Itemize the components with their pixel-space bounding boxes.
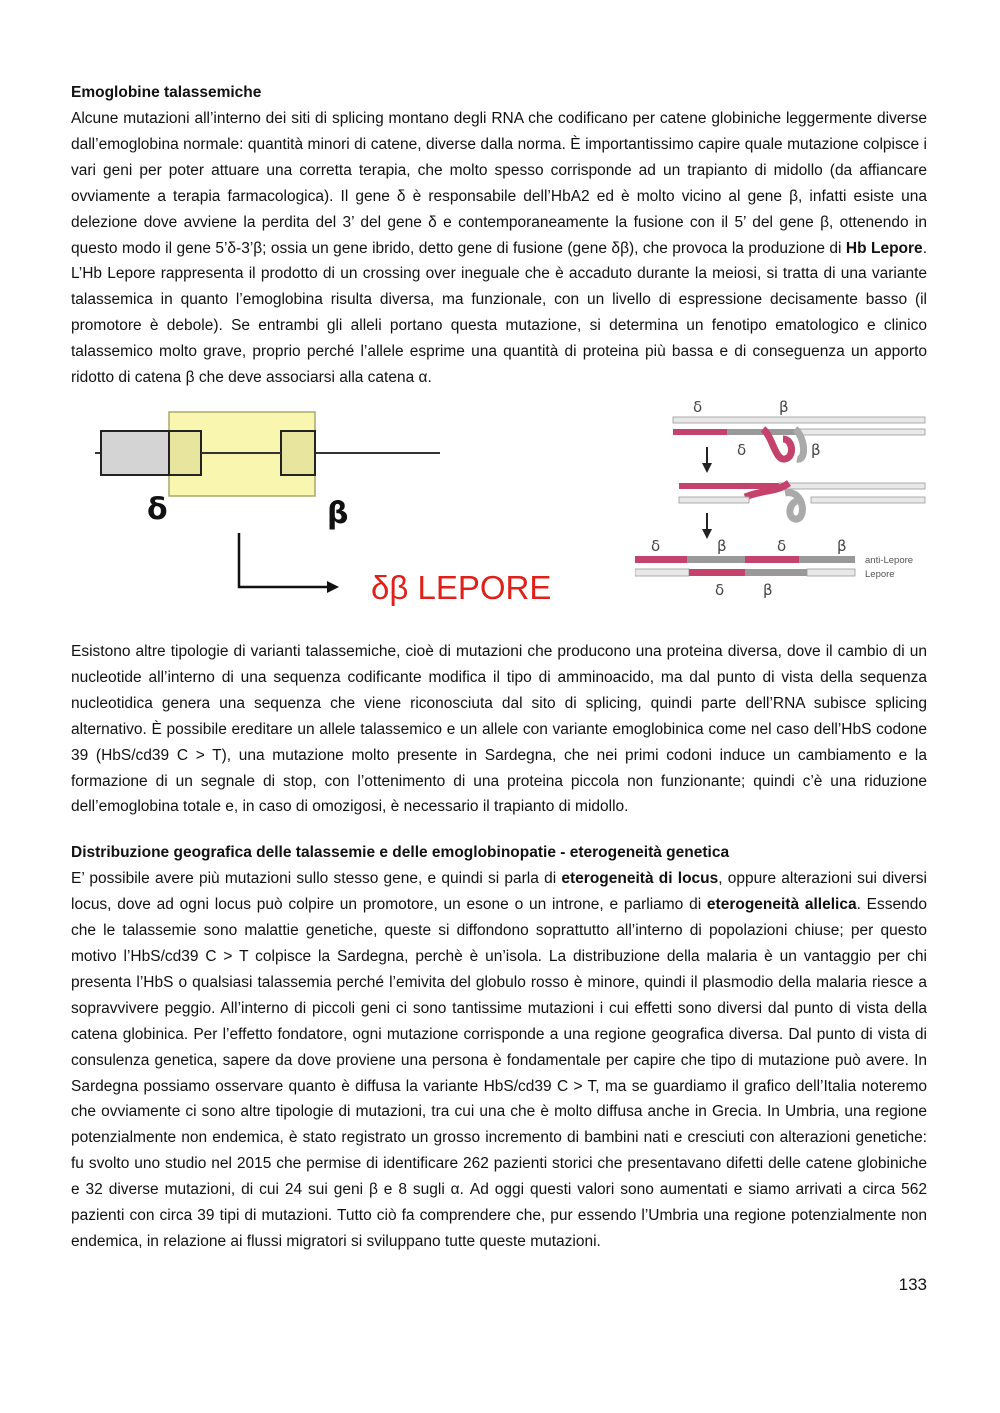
page-number: 133 [898,1275,927,1294]
strand-top-2b [779,483,925,489]
figure-lepore-fusion [95,401,615,611]
bold-term-locus: eterogeneità di locus [561,870,719,888]
lepore-label: δβ LEPORE [371,568,552,606]
figure-crossing-over [635,397,935,612]
label-row4-delta: δ [715,580,725,599]
text-run: Alcune mutazioni all’interno dei siti di splicing montano degli RNA che codificano per catene globiniche leggermente diverse dall’emoglobina normale: quantità minori di catene, diverse dalla norma. È importantissimo capire quale mutazione colpisce i vari geni per poter attuare una corretta terapia, che molto spesso corrisponde ad un trapianto di midollo (da affiancare ovviamente a terapia farmacologica). Il gene δ è responsabile dell’HbA2 ed è molto vicino al gene β, infatti esiste una delezione dove avviene la perdita del 3’ del gene δ e contemporaneamente la fusione con il 5’ del gene β, ottenendo in questo modo il gene 5’δ-3’β; ossia un gene ibrido, detto gene di fusione (gene δβ), che provoca la produzione di [71,110,927,257]
strand-delta [673,429,727,435]
arrow-line [239,533,331,587]
bold-term-allelica: eterogeneità allelica [706,896,857,914]
label-beta-top: β [779,397,789,416]
arrow-head-2 [702,529,712,539]
strand-bottom-2b [811,497,925,503]
anti-lepore-d2 [745,556,799,563]
label-delta-top: δ [693,397,703,416]
strand-top-2 [679,483,779,489]
strand-tail [799,429,925,435]
document-page [71,80,927,1255]
label-row4-beta: β [763,580,773,599]
lepore-d [689,569,745,576]
label-row3-beta-1: β [717,536,727,555]
text-run: . L’Hb Lepore rappresenta il prodotto di un crossing over ineguale che è accaduto durante la meiosi, si tratta di una variante talassemica in quanto l’emoglobina risulta diversa, ma funzionale, con un livello di espressione decisamente basso (il promotore è debole). Se entrambi gli alleli portano questa mutazione, si determina un fenotipo ematologico e clinico talassemico molto grave, proprio perché l’allele esprime una quantità di proteina più bassa e di conseguenza un apporto ridotto di catena β che deve associarsi alla catena α. [71,239,927,387]
label-beta-loop: β [811,440,821,459]
text-run: . Essendo che le talassemie sono malattie genetiche, queste si diffondono soprattutto all’interno di popolazioni chiuse; per questo motivo l’HbS/cd39 C > T colpisce la Sardegna, perchè è un’isola. La distribuzione della malaria è un vantaggio per chi presenta l’HbS o qualsiasi talassemia perché l’emivita del globulo rosso è minore, quindi il plasmodio della malaria riesce a sopravvivere peggio. All’interno di piccoli geni ci sono tantissime mutazioni i cui effetti sono diversi dal punto di vista della catena globinica. Per l’effetto fondatore, ogni mutazione corrisponde a una regione geografica diversa. Dal punto di vista di consulenza genetica, sapere da dove proviene una persona è fondamentale per capire che tipo di mutazione può avere. In Sardegna possiamo osservare quanto è diffusa la variante HbS/cd39 C > T, ma se guardiamo il grafico dell’Italia noteremo che ovviamente ci sono altre tipologie di mutazioni, tra cui una che è molto diffusa anche in Grecia. In Umbria, una regione potenzialmente non endemica, è stato registrato un grosso incremento di bambini nati e cresciuti con alterazioni genetiche: fu svolto uno studio nel 2015 che permise di identificare 262 pazienti storici che presentavano difetti delle catene globiniche e 32 diverse mutazioni, di cui 24 sui geni β e 8 sugli α. Ad oggi questi valori sono aumentati e siamo arrivati a circa 562 pazienti con circa 39 tipi di mutazioni. Tutto ciò fa comprendere che, pur essendo l’Umbria una regione potenzialmente non endemica, in relazione ai flussi migratori si sviluppano tutte queste mutazioni. [71,896,927,1250]
delta-label: δ [147,491,168,527]
arrow-head [327,581,339,593]
label-row3-beta-2: β [837,536,847,555]
anti-lepore-d1 [635,556,687,563]
paragraph-varianti: Esistono altre tipologie di varianti talassemiche, cioè di mutazioni che producono una proteina diversa, dove il cambio di un nucleotide all’interno di una sequenza codificante modifica il tipo di amminoacido, ma dal punto di vista della sequenza nucleotidica genera una sequenza che viene riconosciuta dal sito di splicing, quindi parte dell’RNA subisce splicing alternativo. È possibile ereditare un allele talassemico e un allele con variante emoglobinica come nel caso dell’HbS codone 39 (HbS/cd39 C > T), una mutazione molto presente in Sardegna, che nei primi codoni induce un cambiamento e la formazione di un segnale di stop, con l’ottenimento di una proteina piccola non funzionante; quindi c’è una riduzione dell’emoglobina totale e, in caso di omozigosi, è necessario il trapianto di midollo. [71,642,927,816]
label-row3-delta-2: δ [777,536,787,555]
label-delta-loop: δ [737,440,747,459]
beta-label: β [327,495,349,531]
lepore-b [745,569,807,576]
text-run: , oppure alterazioni sui diversi locus, dove ad ogni locus può colpire un promotore, un esone o un introne, e parliamo di [71,870,927,914]
section-heading-emoglobine: Emoglobine talassemiche [71,84,262,101]
label-row3-delta-1: δ [651,536,661,555]
anti-lepore-b2 [799,556,855,563]
text-run: E’ possibile avere più mutazioni sullo stesso gene, e quindi si parla di [71,870,562,888]
bold-term-hb-lepore: Hb Lepore [845,239,923,257]
figure-row [71,399,927,625]
lepore-left [635,569,689,576]
cross-grey [785,493,802,519]
arrow-head-1 [702,463,712,473]
paragraph-hb-lepore [71,106,927,391]
section-heading-distribuzione: Distribuzione geografica delle talassemie e delle emoglobinopatie - eterogeneità genetica [71,844,730,862]
lepore-label-right: Lepore [865,568,895,580]
anti-lepore-label: anti-Lepore [865,554,914,566]
loop-grey [795,429,804,459]
strand-bottom-2 [679,497,749,503]
anti-lepore-b1 [687,556,745,563]
paragraph-distribuzione [71,866,927,1255]
lepore-right [807,569,855,576]
strand [673,417,925,423]
